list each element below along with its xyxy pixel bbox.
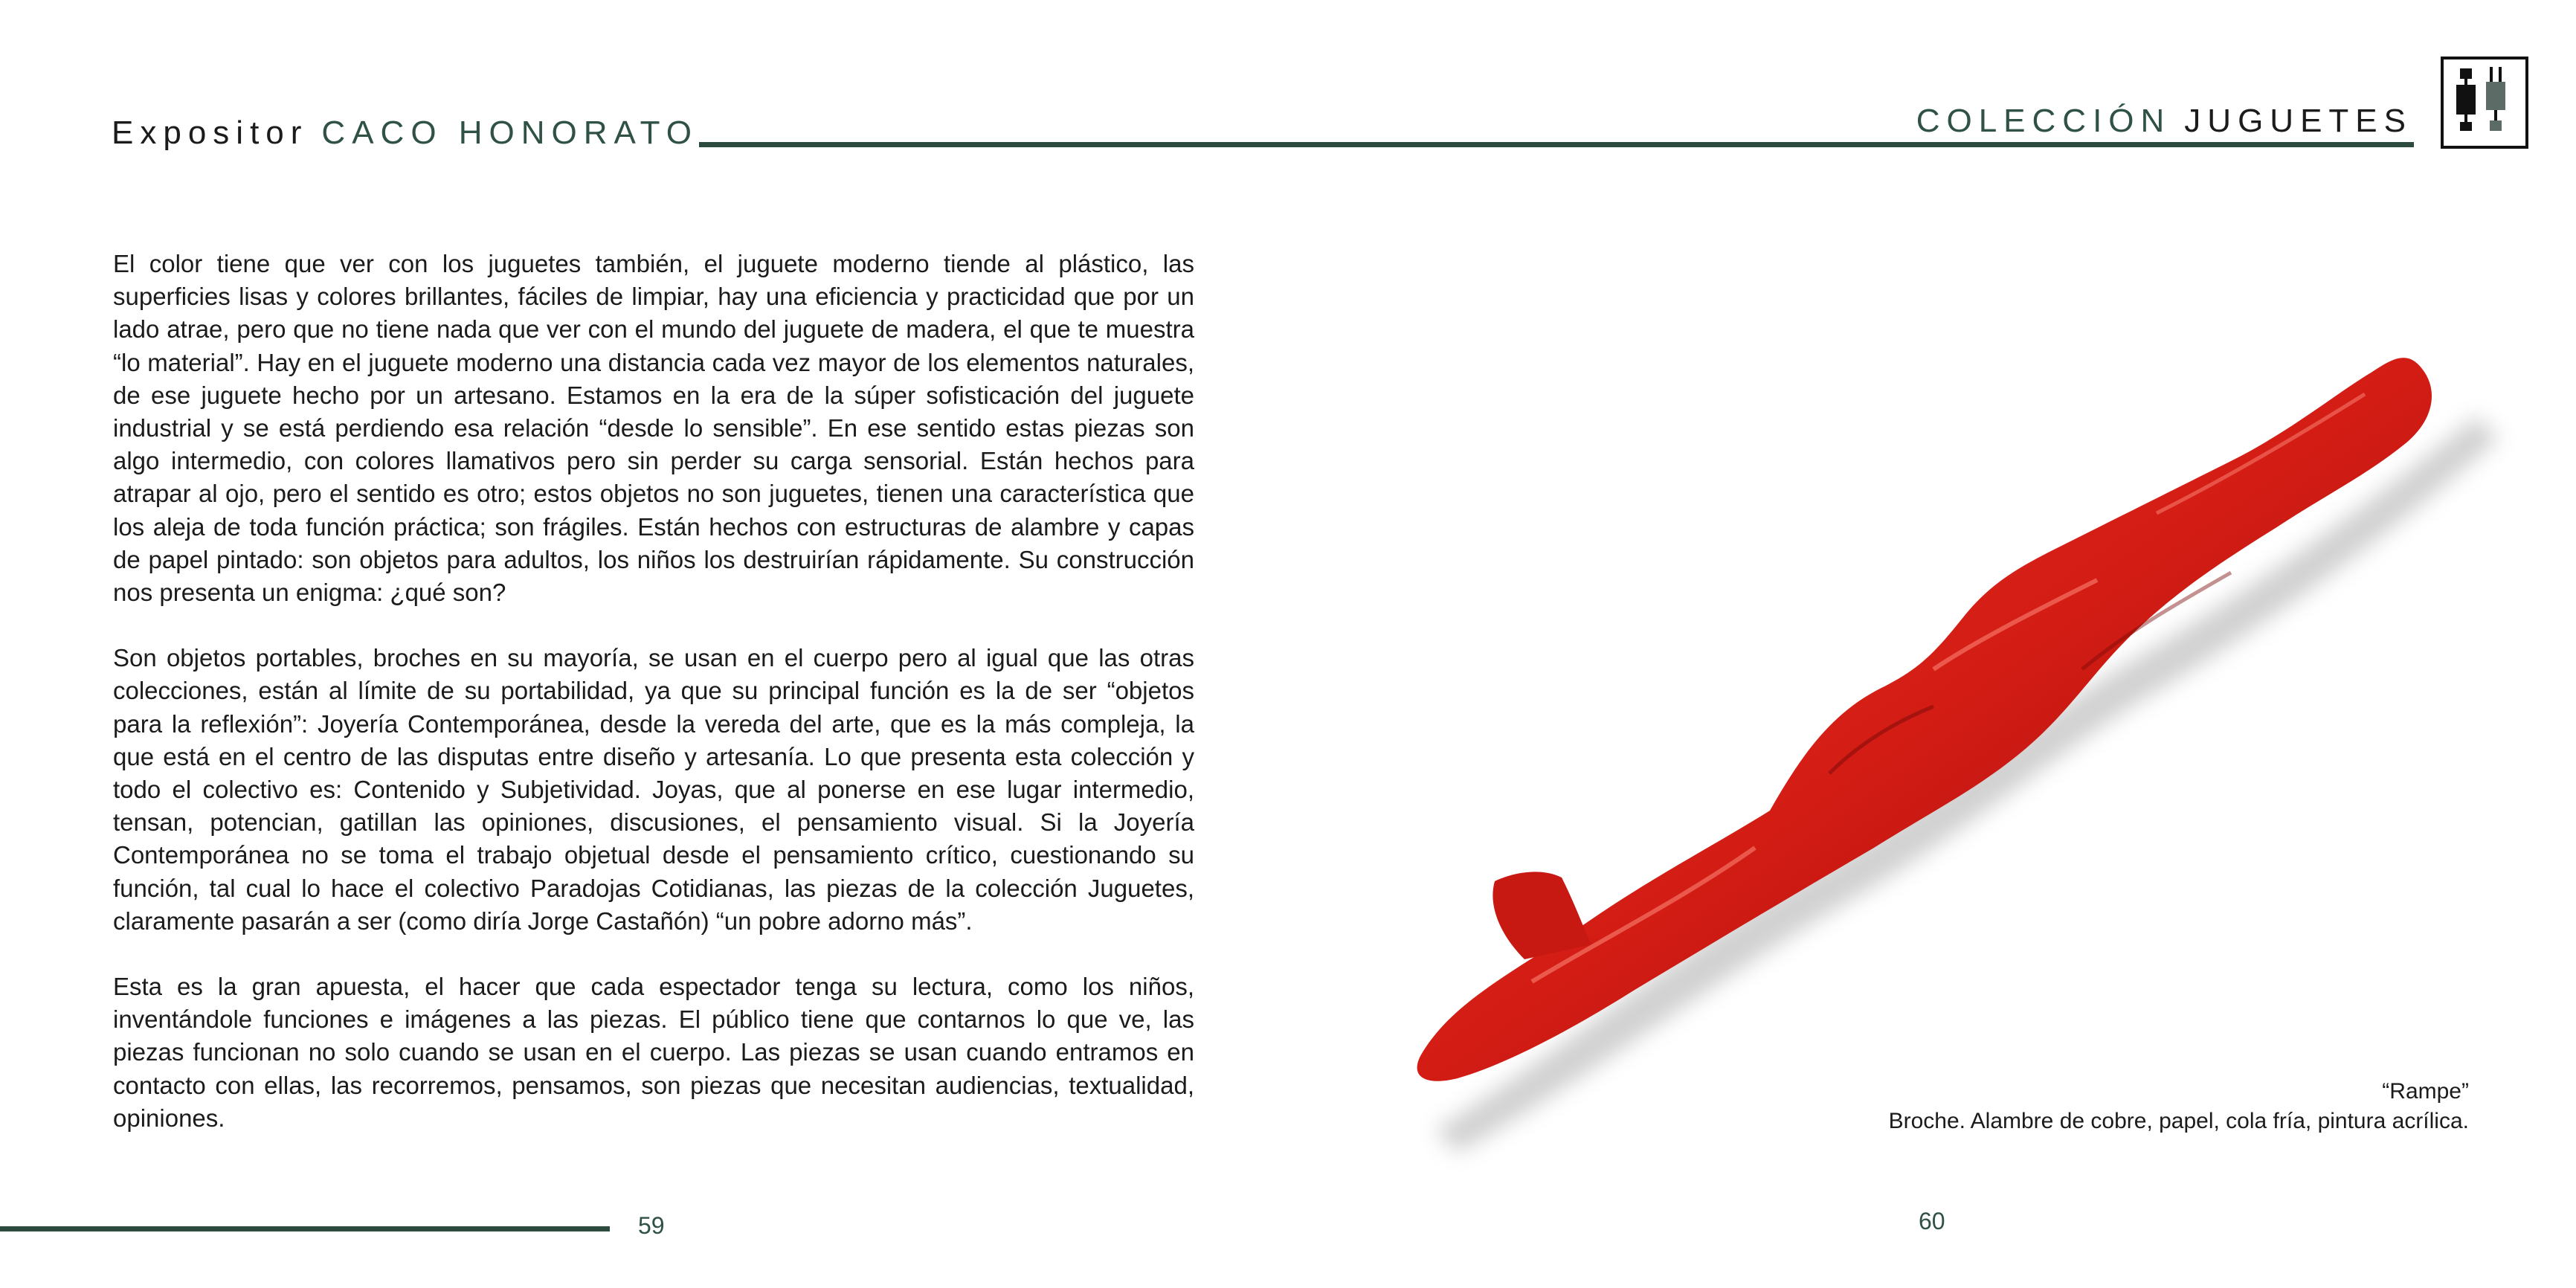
header-left-title xyxy=(112,115,698,152)
body-text xyxy=(113,248,1194,1168)
header-rule xyxy=(699,142,2414,147)
page-number-left: 59 xyxy=(638,1212,665,1239)
brooch-photo xyxy=(1264,193,2558,1182)
caption-description: Broche. Alambre de cobre, papel, cola fría, pintura acrílica. xyxy=(1888,1109,2469,1133)
paragraph-2: Son objetos portables, broches en su mayoría, se usan en el cuerpo pero al igual que las otras colecciones, están al límite de su portabilidad, ya que su principal función es la de ser “objetos para la reflexión”: Joyería Contemporánea, desde la vereda del arte, que es la más compleja, la que está en el centro de las disputas entre diseño y artesanía. Lo que presenta esta colección y todo el colectivo es: Contenido y Subjetividad. Joyas, que al ponerse en ese lugar intermedio, tensan, potencian, gatillan las opiniones, discusiones, el pensamiento visual. Si la Joyería Contemporánea no se toma el trabajo objetual desde el pensamiento crítico, cuestionando su función, tal cual lo hace el colectivo Paradojas Cotidianas, las piezas de la colección Juguetes, claramente pasarán a ser (como diría Jorge Castañón) “un pobre adorno más”. xyxy=(113,644,1194,935)
paragraph-1: El color tiene que ver con los juguetes también, el juguete moderno tiende al plástico, las superficies lisas y colores brillantes, fáciles de limpiar, hay una eficiencia y practicidad que por un lado atrae, pero que no tiene nada que ver con el mundo del juguete de madera, el que te muestra “lo material”. Hay en el juguete moderno una distancia cada vez mayor de los elementos naturales, de ese juguete hecho por un artesano. Estamos en la era de la súper sofisticación del juguete industrial y se está perdiendo esa relación “desde lo sensible”. En ese sentido estas piezas son algo intermedio, con colores llamativos pero sin perder su carga sensorial. Están hechos para atrapar al ojo, pero el sentido es otro; estos objetos no son juguetes, tienen una característica que los aleja de toda función práctica; son frágiles. Están hechos con estructuras de alambre y capas de papel pintado: son objetos para adultos, los niños los destruirían rápidamente. Su construcción nos presenta un enigma: ¿qué son? xyxy=(113,250,1194,607)
header-right-name: JUGUETES xyxy=(2184,103,2412,139)
brooch-branch xyxy=(1417,358,2432,1081)
paragraph-3: Esta es la gran apuesta, el hacer que cada espectador tenga su lectura, como los niños, inventándole funciones e imágenes a las piezas. El público tiene que contarnos lo que ve, las piezas funcionan no solo cuando se usan en el cuerpo. Las piezas se usan cuando entramos en contacto con ellas, las recorremos, pensamos, son piezas que necesitan audiencias, textualidad, opiniones. xyxy=(113,973,1194,1132)
header-left-prefix: Expositor xyxy=(112,115,309,151)
photo-caption xyxy=(1889,1077,2469,1136)
collection-logo-icon xyxy=(2441,57,2528,149)
footer-rule xyxy=(0,1226,610,1231)
caption-title: “Rampe” xyxy=(2382,1079,2469,1104)
header-right-title xyxy=(1916,103,2412,140)
header-left-name: CACO HONORATO xyxy=(321,115,698,151)
page-number-right: 60 xyxy=(1919,1208,1945,1234)
header-right-prefix: COLECCIÓN xyxy=(1916,103,2171,139)
